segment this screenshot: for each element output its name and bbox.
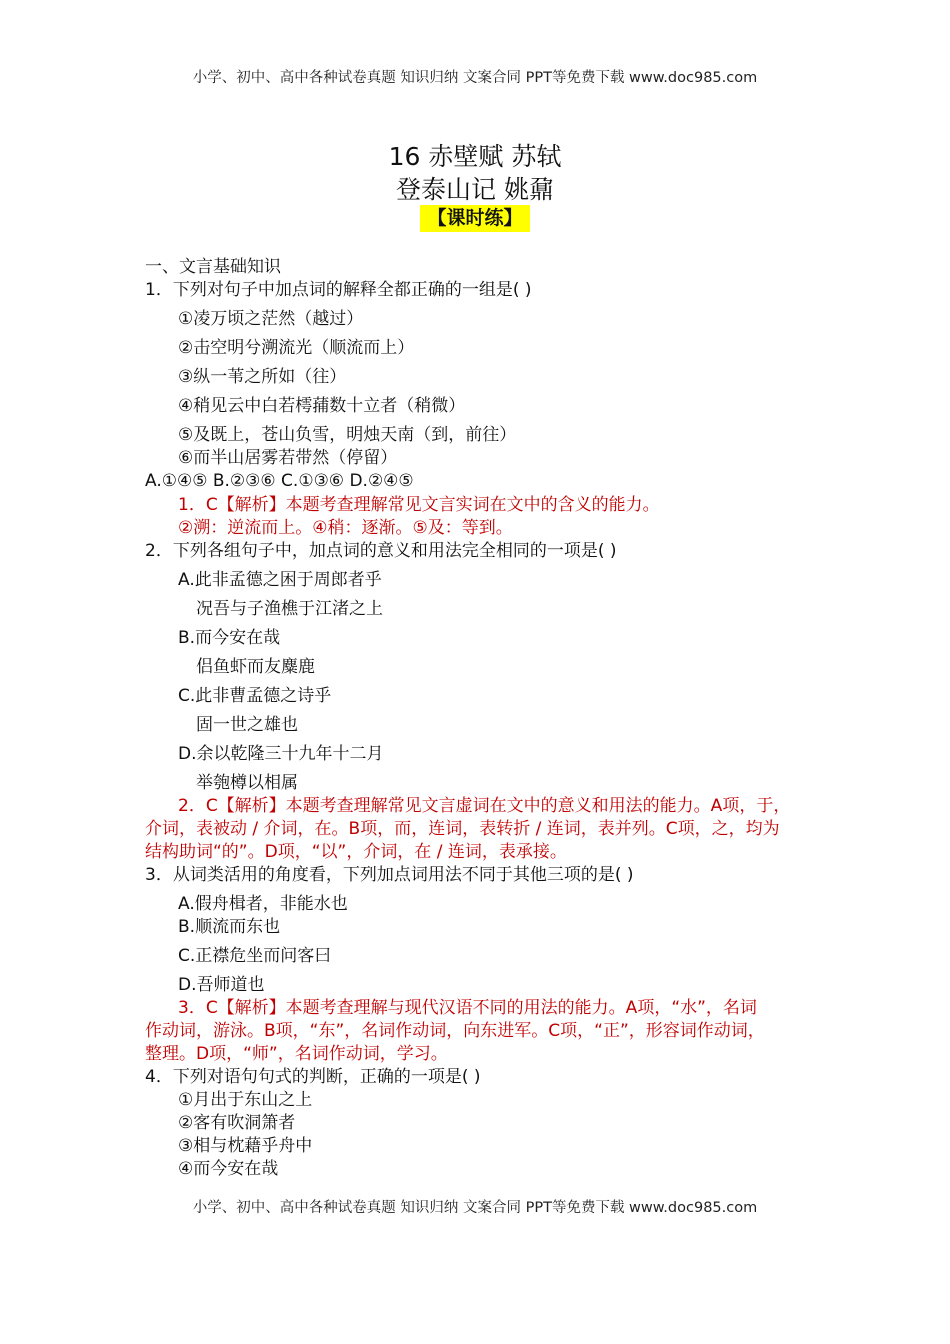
question-line: 举匏樽以相属 [196, 773, 298, 793]
question-line: ④而今安在哉 [178, 1159, 279, 1179]
answer-line: 结构助词“的”。D项，“以”，介词，在 / 连词，表承接。 [145, 842, 567, 862]
question-line: 固一世之雄也 [196, 715, 298, 735]
question-line: C.此非曹孟德之诗乎 [178, 686, 332, 706]
section-tag: 【课时练】 [420, 205, 530, 232]
question-line: 3．从词类活用的角度看，下列加点词用法不同于其他三项的是( ) [145, 865, 634, 885]
question-line: ⑥而半山居雾若带然（停留） [178, 448, 398, 468]
question-line: A.①④⑤ B.②③⑥ C.①③⑥ D.②④⑤ [145, 471, 414, 491]
question-line: ①凌万顷之茫然（越过） [178, 309, 364, 329]
title-line-2: 登泰山记 姚鼐 [396, 175, 554, 204]
question-line: D.余以乾隆三十九年十二月 [178, 744, 384, 764]
question-line: ⑤及既上，苍山负雪，明烛天南（到，前往） [178, 425, 517, 445]
page-header: 小学、初中、高中各种试卷真题 知识归纳 文案合同 PPT等免费下载 www.doc985.com [192, 70, 758, 86]
question-line: 1．下列对句子中加点词的解释全都正确的一组是( ) [145, 280, 532, 300]
answer-line: ②溯：逆流而上。④稍：逐渐。⑤及：等到。 [178, 518, 513, 538]
question-line: B.而今安在哉 [178, 628, 281, 648]
answer-line: 作动词，游泳。B项，“东”，名词作动词，向东进军。C项，“正”，形容词作动词， [145, 1021, 765, 1041]
answer-line: 整理。D项，“师”，名词作动词，学习。 [145, 1044, 448, 1064]
question-line: ④稍见云中白若樗蒱数十立者（稍微） [178, 396, 466, 416]
question-line: ②击空明兮溯流光（顺流而上） [178, 338, 415, 358]
question-line: 4．下列对语句句式的判断，正确的一项是( ) [145, 1067, 481, 1087]
question-line: C.正襟危坐而问客曰 [178, 946, 332, 966]
question-line: 侣鱼虾而友麋鹿 [196, 657, 315, 677]
question-line: ③相与枕藉乎舟中 [178, 1136, 313, 1156]
title-line-1: 16 赤壁赋 苏轼 [388, 142, 562, 171]
answer-line: 1．C【解析】本题考查理解常见文言实词在文中的含义的能力。 [178, 495, 660, 515]
question-line: ③纵一苇之所如（往） [178, 367, 347, 387]
answer-line: 3．C【解析】本题考查理解与现代汉语不同的用法的能力。A项，“水”，名词 [178, 998, 757, 1018]
question-line: A.此非孟德之困于周郎者乎 [178, 570, 382, 590]
question-line: B.顺流而东也 [178, 917, 281, 937]
question-line: ①月出于东山之上 [178, 1090, 313, 1110]
answer-line: 2．C【解析】本题考查理解常见文言虚词在文中的意义和用法的能力。A项，于， [178, 796, 791, 816]
answer-line: 介词，表被动 / 介词，在。B项，而，连词，表转折 / 连词，表并列。C项，之，均为 [145, 819, 780, 839]
question-line: D.吾师道也 [178, 975, 265, 995]
page-footer: 小学、初中、高中各种试卷真题 知识归纳 文案合同 PPT等免费下载 www.doc985.com [192, 1200, 758, 1216]
question-line: ②客有吹洞箫者 [178, 1113, 296, 1133]
question-line: A.假舟楫者，非能水也 [178, 894, 348, 914]
question-line: 一、文言基础知识 [145, 257, 281, 277]
question-line: 2．下列各组句子中，加点词的意义和用法完全相同的一项是( ) [145, 541, 617, 561]
question-line: 况吾与子渔樵于江渚之上 [196, 599, 383, 619]
